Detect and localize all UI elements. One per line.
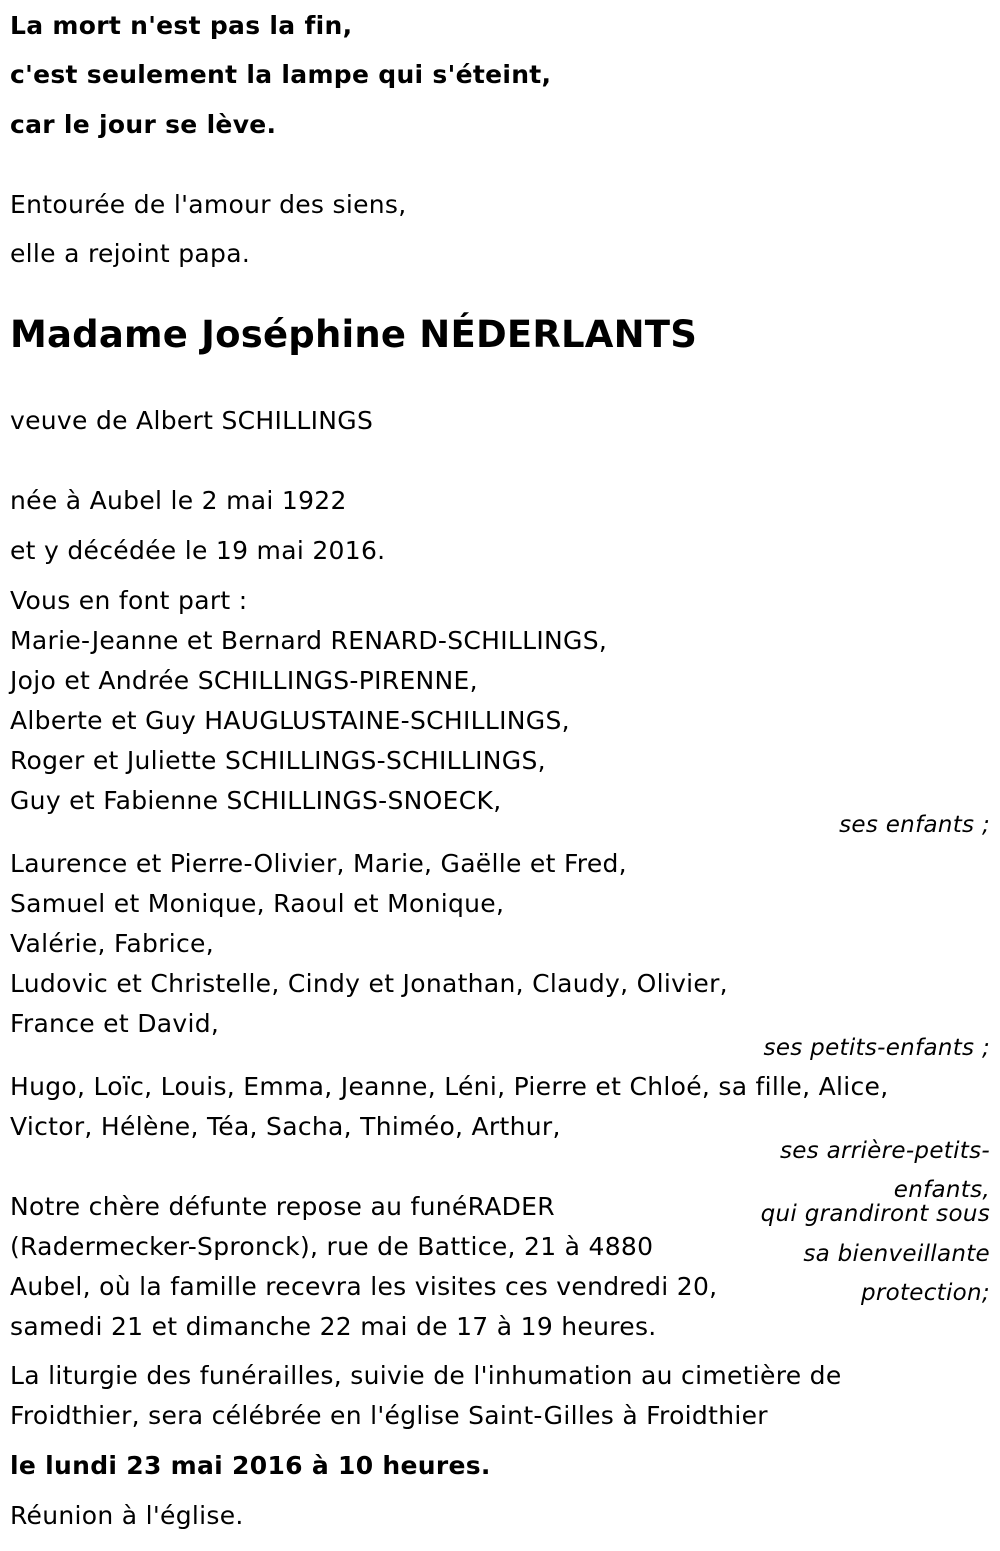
great-grandchildren-label: sa bienveillante: [803, 1241, 990, 1267]
child-line: Jojo et Andrée SCHILLINGS-PIRENNE,: [10, 666, 478, 695]
meeting-line: Réunion à l'église.: [10, 1501, 244, 1530]
great-grandchildren-label: enfants,: [893, 1177, 990, 1203]
child-line: Guy et Fabienne SCHILLINGS-SNOECK,: [10, 786, 502, 815]
widow-line: veuve de Albert SCHILLINGS: [10, 406, 374, 435]
grandchild-line: Laurence et Pierre-Olivier, Marie, Gaëlle et Fred,: [10, 849, 627, 878]
rest-line: Aubel, où la famille recevra les visites ces vendredi 20,: [10, 1272, 718, 1301]
great-grandchildren-label: qui grandiront sous: [760, 1201, 990, 1227]
children-label: ses enfants ;: [839, 812, 990, 838]
rest-line: samedi 21 et dimanche 22 mai de 17 à 19 heures.: [10, 1312, 657, 1341]
great-grandchild-line: Hugo, Loïc, Louis, Emma, Jeanne, Léni, Pierre et Chloé, sa fille, Alice,: [10, 1072, 889, 1101]
great-grandchild-line: Victor, Hélène, Téa, Sacha, Thiméo, Arthur,: [10, 1112, 561, 1141]
death-line: et y décédée le 19 mai 2016.: [10, 536, 386, 565]
great-grandchildren-label: ses arrière-petits-: [779, 1138, 990, 1164]
grandchildren-label: ses petits-enfants ;: [763, 1035, 990, 1061]
intro-line-2: elle a rejoint papa.: [10, 239, 251, 268]
great-grandchildren-label: protection;: [860, 1280, 990, 1306]
liturgy-line: Froidthier, sera célébrée en l'église Saint-Gilles à Froidthier: [10, 1401, 768, 1430]
birth-line: née à Aubel le 2 mai 1922: [10, 486, 347, 515]
grandchild-line: France et David,: [10, 1009, 220, 1038]
grandchild-line: Ludovic et Christelle, Cindy et Jonathan, Claudy, Olivier,: [10, 969, 728, 998]
funeral-date: le lundi 23 mai 2016 à 10 heures.: [10, 1451, 491, 1480]
rest-line: (Radermecker-Spronck), rue de Battice, 21 à 4880: [10, 1232, 654, 1261]
grandchild-line: Samuel et Monique, Raoul et Monique,: [10, 889, 505, 918]
announce-line: Vous en font part :: [10, 586, 248, 615]
liturgy-line: La liturgie des funérailles, suivie de l'inhumation au cimetière de: [10, 1361, 842, 1390]
poem-line-1: La mort n'est pas la fin,: [10, 11, 353, 40]
child-line: Marie-Jeanne et Bernard RENARD-SCHILLINGS,: [10, 626, 608, 655]
deceased-name: Madame Joséphine NÉDERLANTS: [10, 313, 698, 356]
poem-line-3: car le jour se lève.: [10, 110, 277, 139]
poem-line-2: c'est seulement la lampe qui s'éteint,: [10, 60, 552, 89]
child-line: Alberte et Guy HAUGLUSTAINE-SCHILLINGS,: [10, 706, 570, 735]
grandchild-line: Valérie, Fabrice,: [10, 929, 214, 958]
intro-line-1: Entourée de l'amour des siens,: [10, 190, 407, 219]
child-line: Roger et Juliette SCHILLINGS-SCHILLINGS,: [10, 746, 546, 775]
rest-line: Notre chère défunte repose au funéRADER: [10, 1192, 555, 1221]
